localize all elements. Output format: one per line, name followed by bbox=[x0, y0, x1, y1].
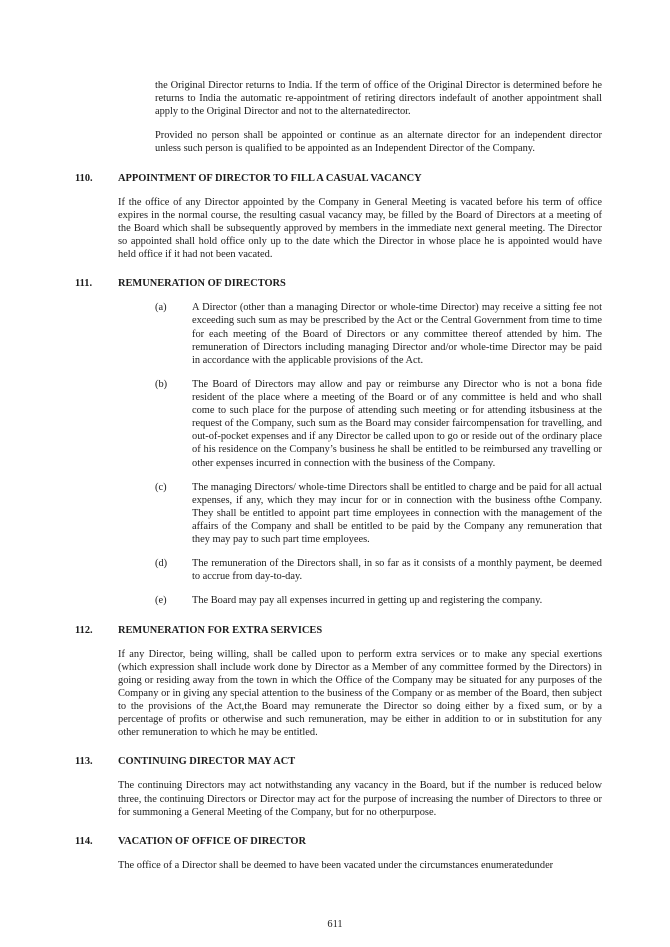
section-113-title: CONTINUING DIRECTOR MAY ACT bbox=[118, 756, 296, 768]
section-113 bbox=[75, 755, 602, 818]
list-item-a-label: (a) bbox=[155, 302, 167, 314]
section-111-number: 111. bbox=[75, 278, 93, 290]
section-112-title: REMUNERATION FOR EXTRA SERVICES bbox=[118, 624, 323, 636]
section-114 bbox=[75, 835, 602, 872]
list-item-d-text: The remuneration of the Directors shall, in so far as it consists of a monthly payment, be deemed to accrue from day-to-day. bbox=[192, 558, 602, 583]
section-113-number: 113. bbox=[75, 756, 93, 768]
intro-paragraph-1: the Original Director returns to India. If the term of office of the Original Director is determined before he returns to India the automatic re-appointment of retiring directors indefault of another appointment shall apply to the Original Director and not to the alternatedirector. bbox=[155, 80, 602, 118]
section-112-header bbox=[75, 624, 602, 637]
list-item-c-text: The managing Directors/ whole-time Directors shall be entitled to charge and be paid for all actual expenses, if any, which they may incur for or in connection with the business ofthe Company. They shall be entitled to appoint part time employees in connection with the management of the affairs of the Company and shall be entitled to be paid by the Company any remuneration that they may pay to such part time employees. bbox=[192, 481, 602, 546]
intro-paragraph-2: Provided no person shall be appointed or continue as an alternate director for an independent director unless such person is qualified to be appointed as an Independent Director of the Company. bbox=[155, 130, 602, 155]
list-item-d-label: (d) bbox=[155, 558, 168, 570]
section-112-body: If any Director, being willing, shall be called upon to perform extra services or to make any special exertions (which expression shall include work done by Director as a Member of any committee formed by the Directors) in going or residing away from the town in which the Office of the Company may be situated for any purposes of the Company or in giving any special attention to the business of the Company or as member of the Board, then subject to the provisions of the Act,the Board may remunerate the Director so doing either by a fixed sum, or by a percentage of profits or otherwise and such remuneration, may be either in addition to or in substitution for any other remuneration to which he may be entitled. bbox=[118, 648, 602, 739]
list-item-e-text: The Board may pay all expenses incurred in getting up and registering the company. bbox=[192, 595, 543, 607]
list-item-e bbox=[155, 594, 602, 607]
section-113-body: The continuing Directors may act notwithstanding any vacancy in the Board, but if the number is reduced below three, the continuing Directors or Director may act for the purpose of increasing the number of Directors to three or for summoning a General Meeting of the Company, but for no otherpurpose. bbox=[118, 780, 602, 818]
list-item-c-label: (c) bbox=[155, 481, 167, 493]
list-item-e-label: (e) bbox=[155, 595, 167, 607]
list-item-b bbox=[155, 378, 602, 470]
section-110-body: If the office of any Director appointed by the Company in General Meeting is vacated before his term of office expires in the normal course, the resulting casual vacancy may, be filled by the Board of Directors at a meeting of the Board which shall be subsequently approved by members in the immediate next general meeting. The Director so appointed shall hold office only up to the date which the Director in whose place he is appointed would have held office if it had not been vacated. bbox=[118, 196, 602, 261]
page-content bbox=[75, 79, 602, 883]
list-item-a bbox=[155, 301, 602, 367]
list-item-d bbox=[155, 557, 602, 583]
list-item-c bbox=[155, 481, 602, 547]
section-110-title: APPOINTMENT OF DIRECTOR TO FILL A CASUAL VACANCY bbox=[118, 172, 422, 184]
section-111-title: REMUNERATION OF DIRECTORS bbox=[118, 278, 286, 290]
list-item-a-text: A Director (other than a managing Director or whole-time Director) may receive a sitting fee not exceeding such sum as may be prescribed by the Act or the Central Government from time to time for each meeting of the Board of Directors or any committee thereof attended by him. The remuneration of Directors including managing Director and/or whole-time Director may be paid in accordance with the applicable provisions of the Act. bbox=[192, 302, 602, 366]
section-110-number: 110. bbox=[75, 172, 93, 184]
section-110-header bbox=[75, 172, 602, 185]
section-110 bbox=[75, 172, 602, 262]
section-114-title: VACATION OF OFFICE OF DIRECTOR bbox=[118, 835, 307, 847]
section-114-body: The office of a Director shall be deemed to have been vacated under the circumstances enumeratedunder bbox=[118, 859, 554, 871]
list-item-b-label: (b) bbox=[155, 378, 168, 390]
section-111-header bbox=[75, 277, 602, 290]
section-112-number: 112. bbox=[75, 624, 93, 636]
list-item-b-text: The Board of Directors may allow and pay or reimburse any Director who is not a bona fide resident of the place where a meeting of the Board or of any committee is held and who shall come to such place for the purpose of attending such meeting or for attending itsbusiness at the request of the Company, such sum as the Board may consider faircompensation for travelling, and out-of-pocket expenses and if any Director be called upon to go or reside out of the ordinary place of his residence on the Company’s business he shall be entitled to be reimbursed any travelling or other expenses incurred in connection with the business of the Company. bbox=[192, 378, 602, 469]
section-113-header bbox=[75, 755, 602, 768]
page-number: 611 bbox=[327, 918, 343, 930]
section-111 bbox=[75, 277, 602, 607]
section-114-number: 114. bbox=[75, 835, 93, 847]
section-114-header bbox=[75, 835, 602, 848]
section-112 bbox=[75, 624, 602, 740]
